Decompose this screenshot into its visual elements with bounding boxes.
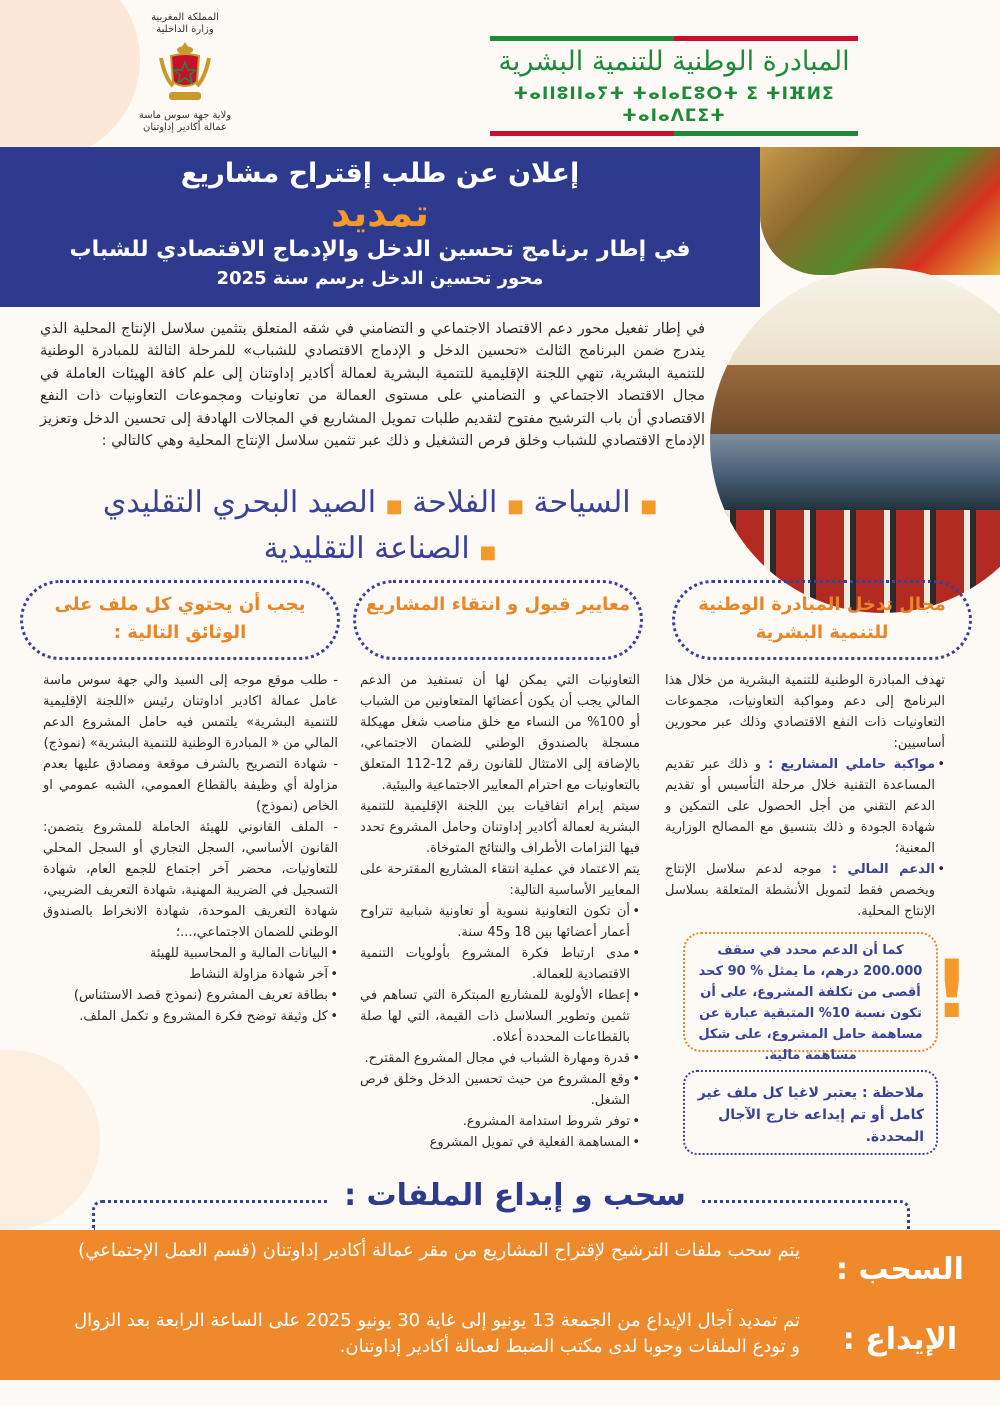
list-item: • آخر شهادة مزاولة النشاط — [43, 964, 338, 985]
note-box: ملاحظة : يعتبر لاغيا كل ملف غير كامل أو تم إيداعه خارج الآجال المحددة. — [683, 1070, 938, 1155]
withdraw-label: السحب : — [836, 1252, 964, 1287]
criteria-para2: سيتم إبرام اتفاقيات بين اللجنة الإقليمية للتنمية البشرية لعمالة أكادير إداوتنان وحامل المشروع تحدد فيها التزامات الأطراف والنتائج المتوخاة. — [360, 799, 640, 856]
footer-strip — [0, 1380, 1000, 1406]
list-item: • مدى ارتباط فكرة المشروع بأولويات التنمية الاقتصادية للعمالة. — [360, 943, 640, 985]
indh-tifinagh: ⵜⴰⵏⵏⵓⵏⵏⴰⵢⵜ ⵜⴰⵏⴰⵎⵓⵔⵜ ⵉ ⵜⵏⴼⵍⵉ ⵜⴰⵏⴰⴷⵎⵉⵜ — [513, 84, 835, 126]
exclamation-icon: ! — [933, 943, 970, 1036]
square-bullet-icon: ■ — [640, 496, 658, 517]
sector-agriculture: الفلاحة — [412, 485, 498, 520]
banner-line3: في إطار برنامج تحسين الدخل والإدماج الاقتصادي للشباب — [69, 237, 691, 262]
column-criteria — [360, 670, 640, 1153]
funding-cap-box: كما أن الدعم محدد في سقف 200.000 درهم، ما يمثل % 90 كحد أقصى من تكلفة المشروع، على أن تكون نسبة 10% المتبقية عبارة عن مساهمة حامل المشروع، على شكل مساهمة مالية. — [683, 932, 938, 1052]
list-item: • كل وثيقة توضح فكرة المشروع و تكمل الملف. — [43, 1006, 338, 1027]
deposit-text: تم تمديد آجال الإيداع من الجمعة 13 يونيو إلى غاية 30 يونيو 2025 على الساعة الرابعة بعد الزوال و تودع الملفات وجوبا لدى مكتب الضبط لعمالة أكادير إداوتنان. — [74, 1310, 800, 1357]
intervention-item-financial — [665, 859, 945, 922]
banner-extension: تمديد — [331, 191, 429, 235]
label-financial-support: الدعم المالي : — [831, 862, 935, 877]
deposit-label: الإيداع : — [842, 1322, 958, 1357]
intervention-intro: تهدف المبادرة الوطنية للتنمية البشرية من خلال هذا البرنامج إلى دعم ومواكبة التعاونيات، مجموعات التعاونيات ذات النفع الاقتصادي وذلك عبر محورين أساسيين: — [665, 673, 945, 751]
sectors-list — [80, 482, 680, 574]
withdraw-row — [0, 1238, 1000, 1287]
square-bullet-icon: ■ — [506, 496, 524, 517]
list-item: • وقع المشروع من حيث تحسين الدخل وخلق فرص الشغل. — [360, 1069, 640, 1111]
square-bullet-icon: ■ — [479, 542, 497, 563]
banner-line4: محور تحسين الدخل برسم سنة 2025 — [216, 268, 544, 289]
document-item: - الملف القانوني للهيئة الحاملة للمشروع يتضمن: القانون الأساسي، السجل التجاري أو السجل المحلي للتعاونيات، محضر آخر اجتماع للجمع العام، شهادة التسجيل في الضريبة المهنية، شهادة التعريف الضريبي، شهادة التعريف الموحدة، شهادة الانخراط بالصندوق الوطني للضمان الاجتماعي،...؛ — [43, 820, 338, 940]
announcement-banner — [0, 147, 760, 307]
vegetables-photo — [760, 147, 1000, 275]
header-intervention-scope-text: مجال تدخل المبادرة الوطنية للتنمية البشرية — [698, 594, 946, 643]
list-item: • أن تكون التعاونية نسوية أو تعاونية شبابية تتراوح أعمار أعضائها بين 18 و45 سنة. — [360, 901, 640, 943]
square-bullet-icon: ■ — [385, 496, 403, 517]
sector-tourism: السياحة — [533, 485, 631, 520]
criteria-para1: التعاونيات التي يمكن لها أن تستفيد من الدعم المالي يجب أن يكون أعضائها المتعاونين من الشباب أو 100% من النساء مع خلق مناصب شغل مهيكلة مسجلة بالصندوق الوطني للضمان الاجتماعي، بالإضافة إلى الامتثال للقانون رقم 12-112 المتعلق بالتعاونيات مع احترام المعايير الاجتماعية والبيئية. — [360, 673, 640, 793]
column-documents — [43, 670, 338, 1027]
intro-paragraph: في إطار تفعيل محور دعم الاقتصاد الاجتماعي و التضامني في شقه المتعلق بتثمين سلاسل الإنتاج المحلية الذي يندرج ضمن البرنامج الثالث «تحسين الدخل و الإدماج الاقتصادي للشباب» للمرحلة الثالثة للمبادرة الوطنية للتنمية البشرية، تنهي اللجنة الإقليمية للتنمية البشرية لعمالة أكادير إداوتنان إلى علم كافة الهيئات العاملة في مجال الاقتصاد الاجتماعي و التضامني على مستوى العمالة من تعاونيات ومجموعات التعاونيات ذات النفع الاقتصادي أن باب الترشيح مفتوح لتقديم طلبات تمويل المشاريع في المجالات الهادفة إلى تحسين الدخل وتعزيز الإدماج الاقتصادي للشباب وخلق فرص التشغيل و ذلك عبر تثمين سلاسل الإنتاج المحلية وهي كالتالي : — [40, 321, 705, 450]
deposit-row — [0, 1308, 1000, 1360]
sector-handicraft: الصناعة التقليدية — [263, 531, 470, 566]
label-project-support: مواكبة حاملي المشاريع : — [768, 757, 936, 772]
document-item: - شهادة التصريح بالشرف موقعة ومصادق عليها بعدم مزاولة أي وظيفة بالقطاع العمومي، الشبه عمومي او الخاص (نموذج) — [43, 757, 338, 814]
ministry-line3: ولاية جهة سوس ماسة — [138, 110, 232, 121]
list-item: • إعطاء الأولوية للمشاريع المبتكرة التي تساهم في تثمين وتطوير السلاسل ذات القيمة، التي لها صلة بالقطاعات المحددة أعلاه. — [360, 985, 640, 1048]
ministry-line4: عمالة أكادير إداوتنان — [143, 122, 227, 133]
intervention-item-support — [665, 754, 945, 859]
document-item: - طلب موقع موجه إلى السيد والي جهة سوس ماسة عامل عمالة اكادير اداوتنان رئيس «اللجنة الإقليمية للتنمية البشرية» يلتمس فيه حامل المشروع الدعم المالي من « المبادرة الوطنية للتنمية البشرية» (نموذج) — [43, 673, 338, 751]
withdraw-deposit-title: سحب و إيداع الملفات : — [330, 1178, 700, 1213]
indh-title: المبادرة الوطنية للتنمية البشرية — [498, 46, 850, 77]
ministry-logo — [130, 12, 240, 134]
list-item: • البيانات المالية و المحاسبية للهيئة — [43, 943, 338, 964]
flag-bar-bottom — [490, 131, 858, 136]
ministry-line2: وزارة الداخلية — [156, 24, 214, 35]
ministry-line1: المملكة المغربية — [151, 12, 219, 23]
indh-logo — [490, 36, 858, 136]
header-required-documents-text: يجب أن يحتوي كل ملف على الوثائق التالية : — [54, 594, 306, 643]
withdraw-text: يتم سحب ملفات الترشيح لإقتراح المشاريع من مقر عمالة أكادير إداوتنان (قسم العمل الإجتماعي) — [78, 1240, 800, 1261]
text-financial-support: موجه لدعم سلاسل الإنتاج ويخصص فقط لتمويل الأنشطة المتعلقة بسلاسل الإنتاج المحلية. — [665, 862, 935, 919]
header-intervention-scope — [672, 580, 972, 660]
header-required-documents — [20, 580, 340, 660]
bg-decor-circle — [0, 0, 140, 160]
header-selection-criteria — [353, 580, 643, 660]
banner-line1: إعلان عن طلب إقتراح مشاريع — [180, 158, 580, 189]
header-selection-criteria-text: معايير قبول و انتقاء المشاريع — [365, 594, 631, 615]
coat-of-arms-icon — [155, 38, 215, 108]
criteria-para3: يتم الاعتماد في عملية انتقاء المشاريع المقترحة على المعايير الأساسية التالية: — [360, 862, 640, 898]
sector-fishing: الصيد البحري التقليدي — [102, 485, 377, 520]
sectors-photo-collage — [710, 268, 1000, 613]
text-project-support: و ذلك عبر تقديم المساعدة التقنية خلال مرحلة التأسيس أو تقديم الدعم التقني من أجل الحصول على التمكين و شهادة الجودة و ذلك بتنسيق مع المصالح الوزارية المعنية؛ — [665, 757, 935, 856]
bg-decor-circle — [0, 1050, 100, 1230]
list-item: • المساهمة الفعلية في تمويل المشروع — [360, 1132, 640, 1153]
list-item: • قدرة ومهارة الشباب في مجال المشروع المقترح. — [360, 1048, 640, 1069]
list-item: • توفر شروط استدامة المشروع. — [360, 1111, 640, 1132]
column-intervention — [665, 670, 945, 922]
list-item: • بطاقة تعريف المشروع (نموذج قصد الاستئناس) — [43, 985, 338, 1006]
